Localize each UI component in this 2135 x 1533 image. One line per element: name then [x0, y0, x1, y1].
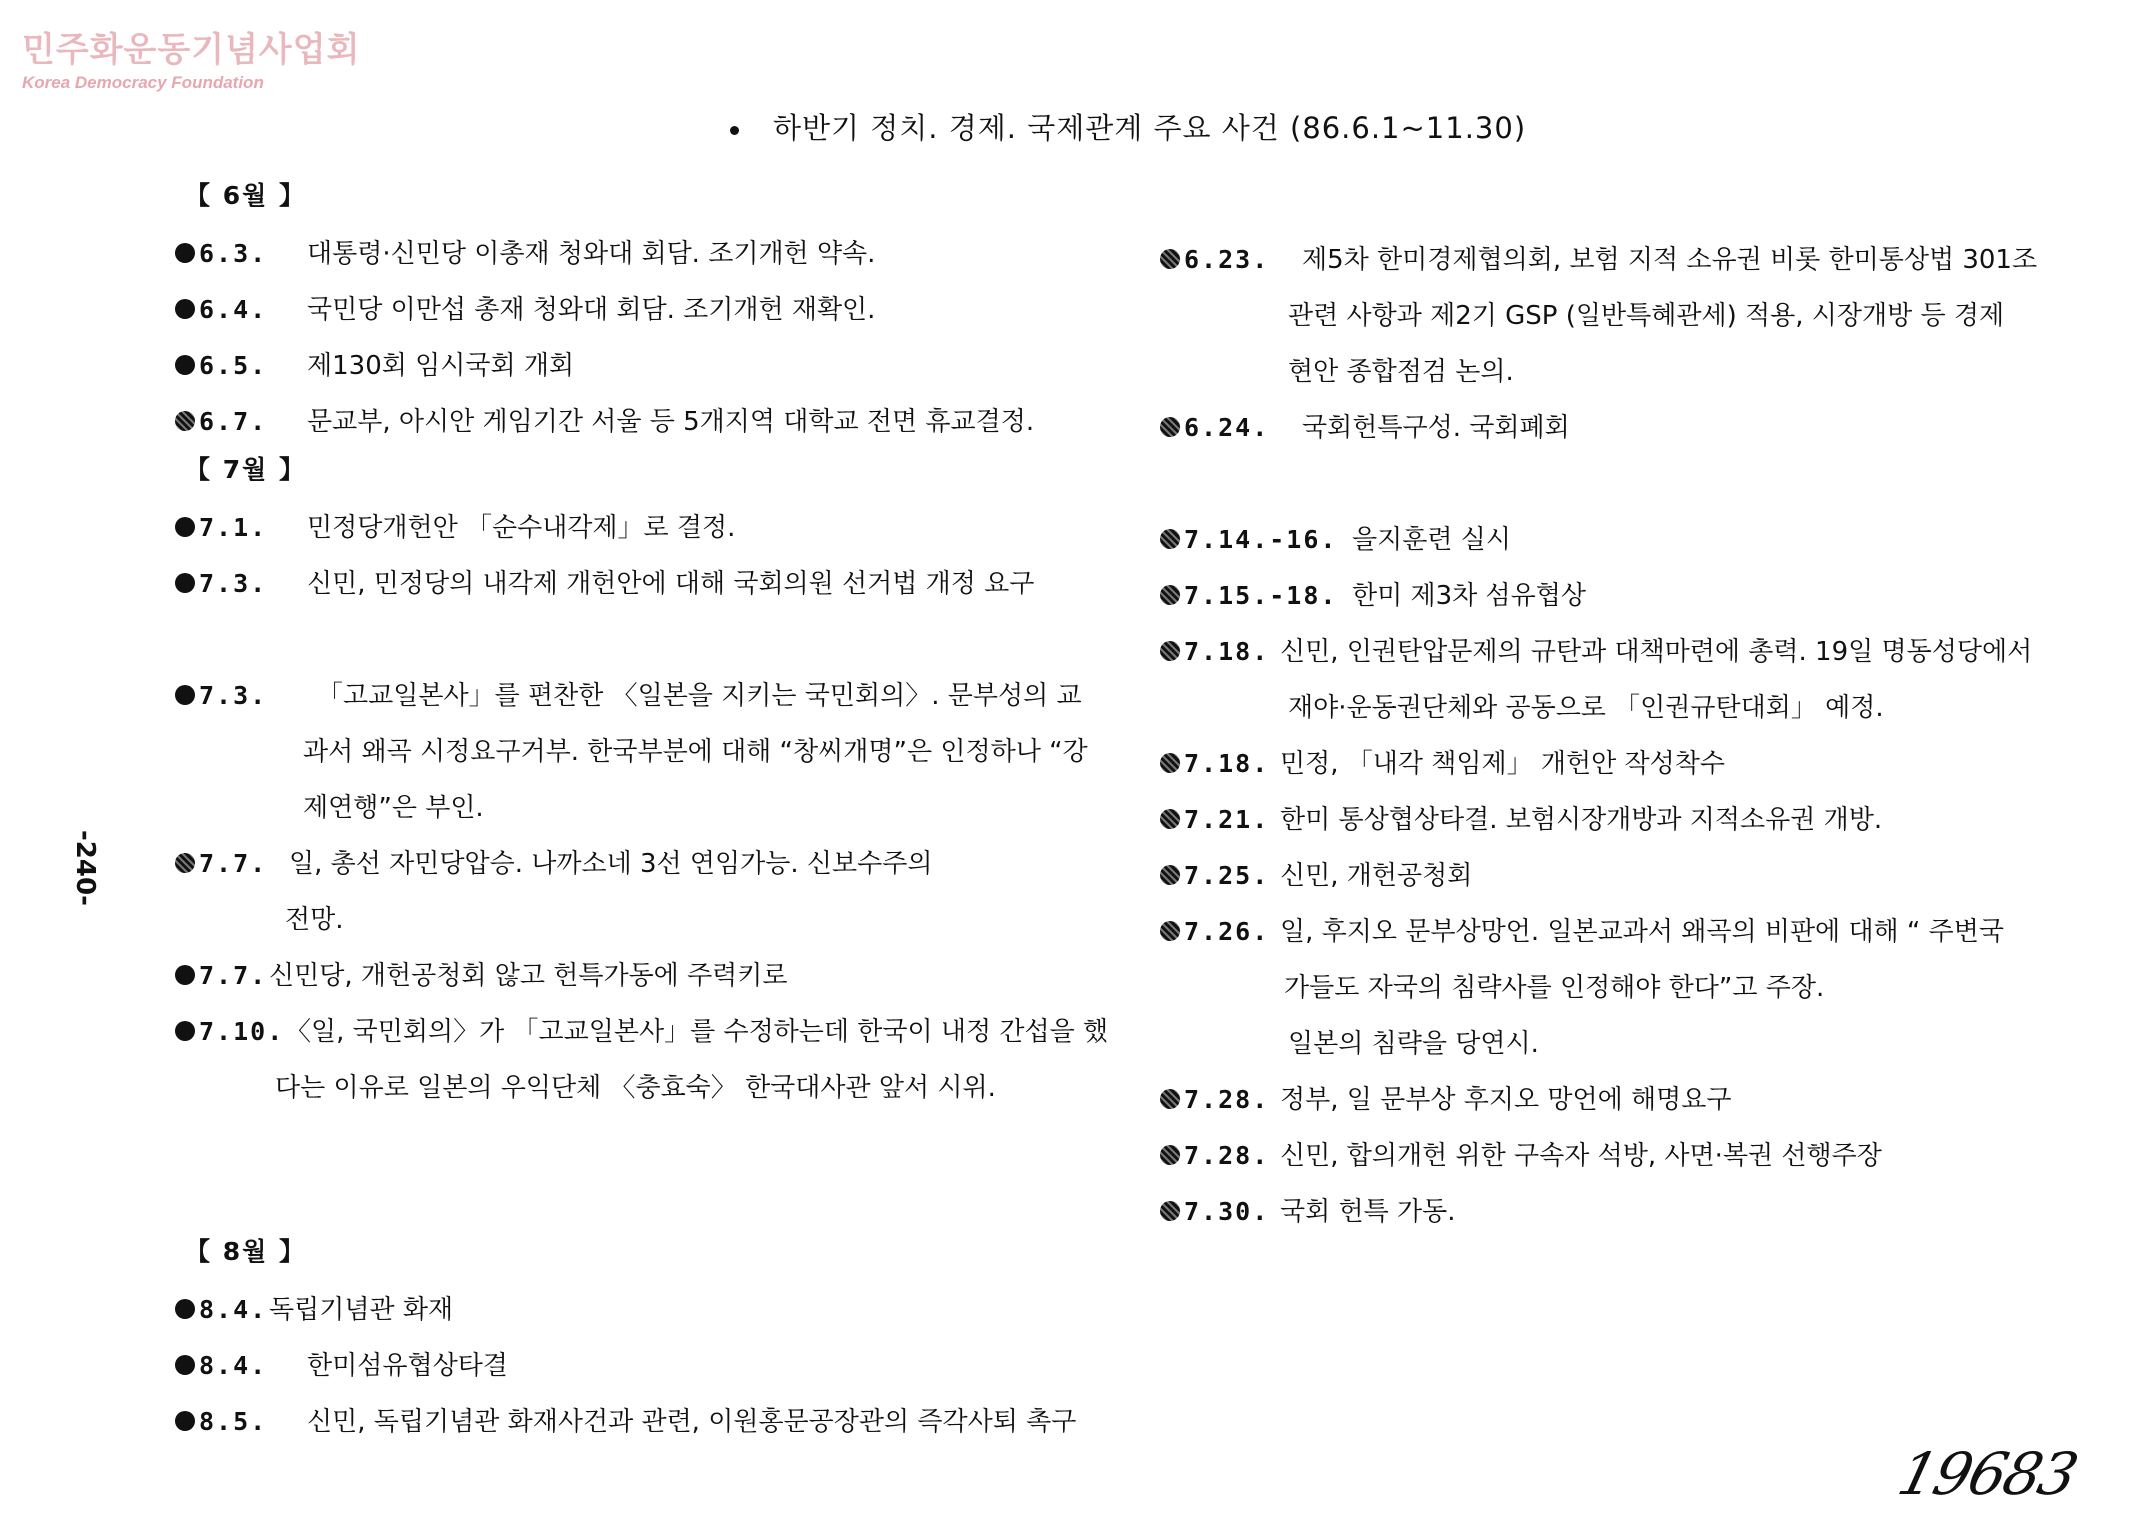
- watermark: [22, 22, 360, 93]
- list-item: 7.1. 민정당개헌안 「순수내각제」로 결정.: [175, 500, 735, 556]
- bullet-icon: [175, 965, 195, 985]
- month-heading-june: 【 6월 】: [185, 181, 306, 210]
- page-number: -240-: [70, 830, 100, 906]
- title-bullet-icon: [730, 126, 739, 135]
- list-item: 8.5. 신민, 독립기념관 화재사건과 관련, 이원홍문공장관의 즉각사퇴 촉구: [175, 1394, 1076, 1450]
- list-item: 7.7. 일, 총선 자민당압승. 나까소네 3선 연임가능. 신보수주의 전망.: [175, 836, 932, 948]
- list-item: 7.14.-16. 을지훈련 실시: [1160, 512, 1511, 568]
- list-item: 7.15.-18. 한미 제3차 섬유협상: [1160, 568, 1586, 624]
- bullet-icon: [175, 685, 195, 705]
- list-item: 6.7. 문교부, 아시안 게임기간 서울 등 5개지역 대학교 전면 휴교결정.: [175, 394, 1034, 450]
- list-item: 7.3. 「고교일본사」를 편찬한 〈일본을 지키는 국민회의〉. 문부성의 교 과서 왜곡 시정요구거부. 한국부분에 대해 “창씨개명”은 인정하나 “강 제연행”은 부인.: [175, 668, 1088, 836]
- bullet-icon: [1160, 1201, 1180, 1221]
- list-item: 7.7.신민당, 개헌공청회 않고 헌특가동에 주력키로: [175, 948, 788, 1004]
- bullet-icon: [1160, 921, 1180, 941]
- list-item: 7.3. 신민, 민정당의 내각제 개헌안에 대해 국회의원 선거법 개정 요구: [175, 556, 1034, 612]
- document-title: [730, 106, 1526, 147]
- bullet-icon: [175, 243, 195, 263]
- bullet-icon: [175, 299, 195, 319]
- list-item: 8.4. 한미섬유협상타결: [175, 1338, 508, 1394]
- title-text: 하반기 정치. 경제. 국제관계 주요 사건 (86.6.1~11.30): [773, 111, 1527, 145]
- list-item: 6.24. 국회헌특구성. 국회폐회: [1160, 400, 1570, 456]
- list-item: 7.25. 신민, 개헌공청회: [1160, 848, 1472, 904]
- bullet-icon: [175, 1021, 195, 1041]
- bullet-icon: [1160, 865, 1180, 885]
- bullet-icon: [175, 1355, 195, 1375]
- bullet-icon: [1160, 1089, 1180, 1109]
- list-item: 8.4.독립기념관 화재: [175, 1282, 453, 1338]
- list-item: 7.30. 국회 헌특 가동.: [1160, 1184, 1456, 1240]
- list-item: 7.10.〈일, 국민회의〉가 「고교일본사」를 수정하는데 한국이 내정 간섭을 했 다는 이유로 일본의 우익단체 〈충효숙〉 한국대사관 앞서 시위.: [175, 1004, 1108, 1116]
- bullet-icon: [175, 355, 195, 375]
- list-item: 6.4. 국민당 이만섭 총재 청와대 회담. 조기개헌 재확인.: [175, 282, 875, 338]
- list-item: 7.21. 한미 통상협상타결. 보험시장개방과 지적소유권 개방.: [1160, 792, 1882, 848]
- bullet-icon: [1160, 809, 1180, 829]
- bullet-icon: [175, 517, 195, 537]
- list-item: 6.3. 대통령·신민당 이총재 청와대 회담. 조기개헌 약속.: [175, 226, 875, 282]
- bullet-icon: [175, 573, 195, 593]
- bullet-icon: [1160, 417, 1180, 437]
- handwritten-document-number: 19683: [1891, 1440, 2083, 1508]
- list-item: 6.23. 제5차 한미경제협의회, 보험 지적 소유권 비롯 한미통상법 301조 관련 사항과 제2기 GSP (일반특혜관세) 적용, 시장개방 등 경제 현안 종합점검 논의.: [1160, 232, 2037, 400]
- month-heading-august: 【 8월 】: [185, 1237, 306, 1266]
- bullet-icon: [1160, 249, 1180, 269]
- bullet-icon: [1160, 1145, 1180, 1165]
- bullet-icon: [175, 1299, 195, 1319]
- bullet-icon: [175, 853, 195, 873]
- bullet-icon: [1160, 529, 1180, 549]
- bullet-icon: [1160, 585, 1180, 605]
- bullet-icon: [1160, 753, 1180, 773]
- list-item: 7.18. 민정, 「내각 책임제」 개헌안 작성착수: [1160, 736, 1725, 792]
- list-item: 7.18. 신민, 인권탄압문제의 규탄과 대책마련에 총력. 19일 명동성당에서 재야·운동권단체와 공동으로 「인권규탄대회」 예정.: [1160, 624, 2032, 736]
- month-heading-july: 【 7월 】: [185, 455, 306, 484]
- watermark-english: Korea Democracy Foundation: [22, 73, 264, 92]
- watermark-korean: 민주화운동기념사업회: [22, 30, 361, 70]
- bullet-icon: [175, 411, 195, 431]
- list-item: 7.28. 정부, 일 문부상 후지오 망언에 해명요구: [1160, 1072, 1731, 1128]
- bullet-icon: [175, 1411, 195, 1431]
- list-item: 7.26. 일, 후지오 문부상망언. 일본교과서 왜곡의 비판에 대해 “ 주변국 가들도 자국의 침략사를 인정해야 한다”고 주장. 일본의 침략을 당연시.: [1160, 904, 2004, 1072]
- list-item: 7.28. 신민, 합의개헌 위한 구속자 석방, 사면·복권 선행주장: [1160, 1128, 1882, 1184]
- bullet-icon: [1160, 641, 1180, 661]
- list-item: 6.5. 제130회 임시국회 개회: [175, 338, 574, 394]
